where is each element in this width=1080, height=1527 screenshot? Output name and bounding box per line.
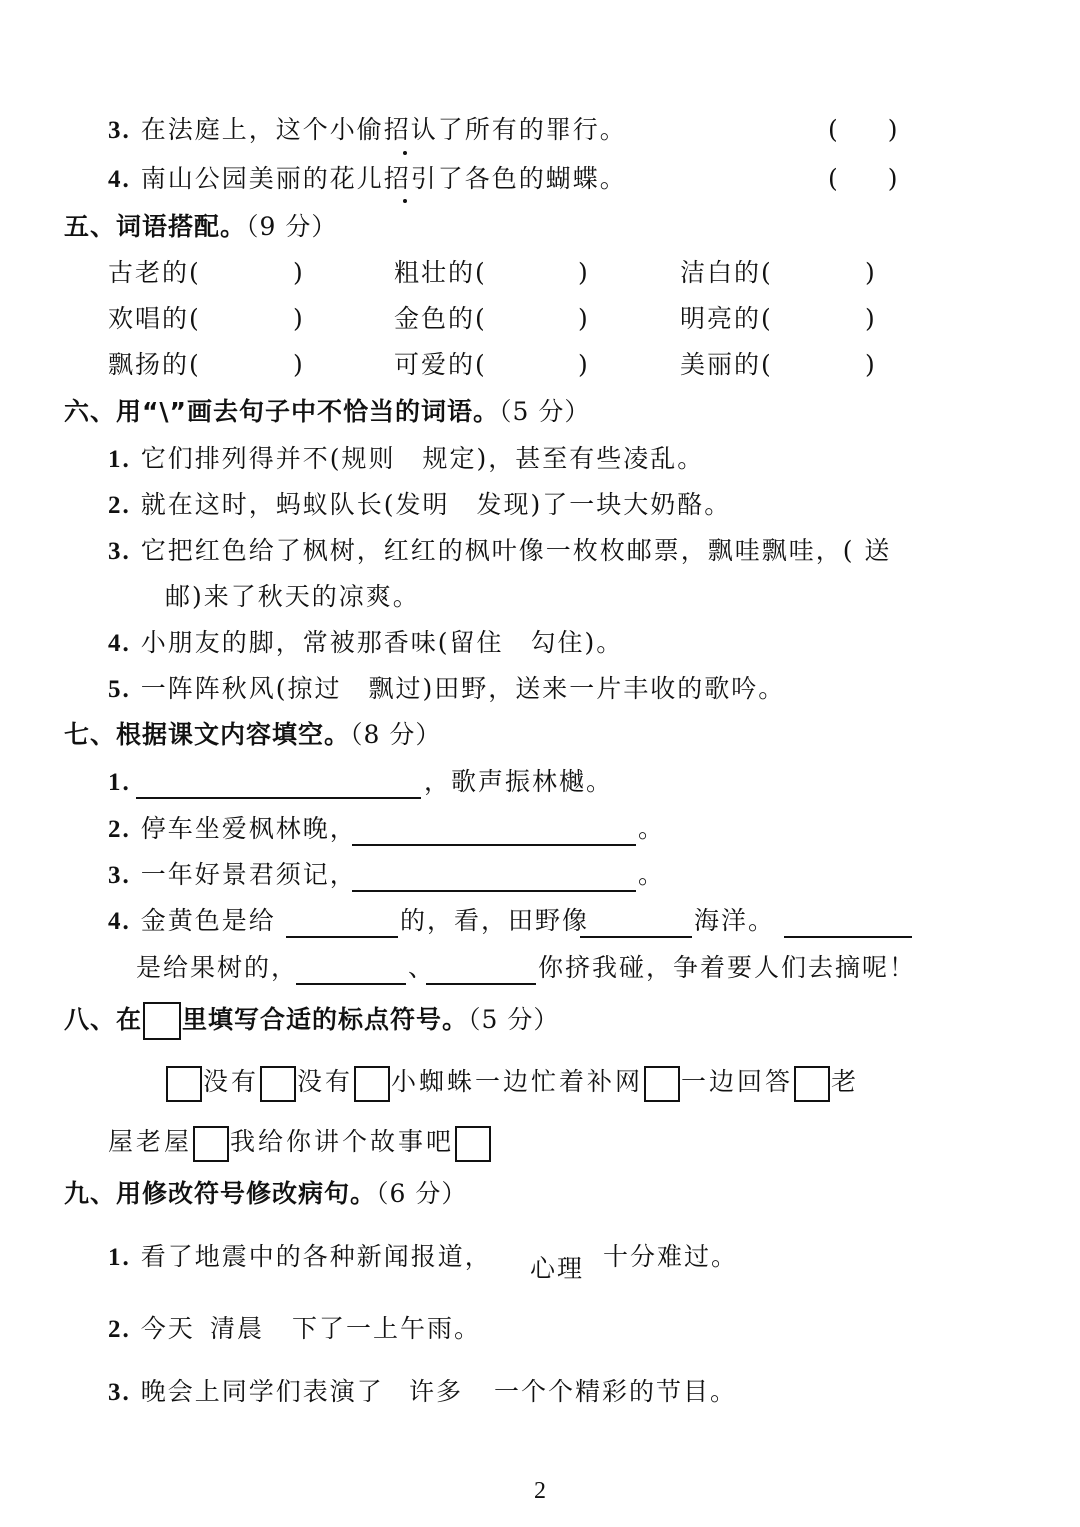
fill-blank[interactable] bbox=[784, 936, 912, 938]
pair-close[interactable]: ) bbox=[865, 304, 877, 333]
fill-blank[interactable] bbox=[296, 983, 406, 985]
punctuation-box[interactable] bbox=[166, 1066, 202, 1102]
fill-blank[interactable] bbox=[580, 936, 692, 938]
q7-item-1-num: 1. bbox=[108, 769, 131, 796]
pair-item: 欢唱的( bbox=[108, 304, 201, 333]
q7-item-4-b: 的，看，田野像 bbox=[400, 906, 590, 935]
q8-line-1: 没有 没有 小蜘蛛一边忙着补网 一边回答 老 bbox=[165, 1062, 859, 1102]
section-7-title: 七、根据课文内容填空。（8 分） bbox=[64, 720, 442, 749]
q6-item-2[interactable]: 2. 就在这时，蚂蚁队长(发明 发现)了一块大奶酪。 bbox=[108, 490, 732, 519]
q6-item-3-cont[interactable]: 邮)来了秋天的凉爽。 bbox=[165, 582, 420, 611]
q9-item-2[interactable]: 2. 今天 bbox=[108, 1314, 195, 1343]
q7-item-3-text: 3. 一年好景君须记， bbox=[108, 860, 357, 889]
fill-blank[interactable] bbox=[426, 983, 536, 985]
q9-item-2-end[interactable]: 下了一上午雨。 bbox=[292, 1314, 482, 1343]
pair-item: 粗壮的( bbox=[394, 258, 487, 287]
punctuation-box[interactable] bbox=[455, 1126, 491, 1162]
q7-item-2-text: 2. 停车坐爱枫林晚， bbox=[108, 814, 357, 843]
q6-item-4[interactable]: 4. 小朋友的脚，常被那香味(留住 勾住)。 bbox=[108, 628, 624, 657]
pair-item: 美丽的( bbox=[680, 350, 773, 379]
answer-paren[interactable]: ( ) bbox=[828, 115, 898, 144]
q6-item-5[interactable]: 5. 一阵阵秋风(掠过 飘过)田野，送来一片丰收的歌吟。 bbox=[108, 674, 786, 703]
page-number: 2 bbox=[534, 1478, 546, 1504]
q7-item-4-d: 是给果树的， bbox=[136, 953, 299, 982]
pair-item: 洁白的( bbox=[680, 258, 773, 287]
section-5-title: 五、词语搭配。（9 分） bbox=[64, 212, 338, 241]
fill-blank[interactable] bbox=[286, 936, 398, 938]
pair-close[interactable]: ) bbox=[578, 258, 590, 287]
emphasis-dot bbox=[403, 199, 407, 203]
q8-line-2: 屋老屋 我给你讲个故事吧 bbox=[108, 1122, 492, 1162]
q9-item-3[interactable]: 3. 晚会上同学们表演了 bbox=[108, 1377, 384, 1406]
fill-blank[interactable] bbox=[136, 797, 421, 799]
pair-item: 可爱的( bbox=[394, 350, 487, 379]
punctuation-box[interactable] bbox=[193, 1126, 229, 1162]
q9-item-1-word[interactable]: 心理 bbox=[530, 1254, 585, 1283]
q9-item-3-end[interactable]: 一个个精彩的节目。 bbox=[494, 1377, 738, 1406]
q9-item-1[interactable]: 1. 看了地震中的各种新闻报道， bbox=[108, 1242, 492, 1271]
punctuation-box[interactable] bbox=[260, 1066, 296, 1102]
pair-close[interactable]: ) bbox=[578, 304, 590, 333]
pair-close[interactable]: ) bbox=[293, 304, 305, 333]
q4-item-3: 3. 在法庭上，这个小偷招认了所有的罪行。 bbox=[108, 115, 627, 144]
q7-item-2-end: 。 bbox=[638, 814, 666, 843]
q9-item-3-word[interactable]: 许多 bbox=[409, 1377, 464, 1406]
q7-item-4-c: 海洋。 bbox=[694, 906, 776, 935]
punctuation-box[interactable] bbox=[354, 1066, 390, 1102]
example-box bbox=[143, 1002, 181, 1040]
punctuation-box[interactable] bbox=[644, 1066, 680, 1102]
q4-item-4: 4. 南山公园美丽的花儿招引了各色的蝴蝶。 bbox=[108, 164, 627, 193]
q7-item-3-end: 。 bbox=[638, 860, 666, 889]
pair-item: 明亮的( bbox=[680, 304, 773, 333]
fill-blank[interactable] bbox=[352, 890, 636, 892]
pair-item: 古老的( bbox=[108, 258, 201, 287]
section-9-title: 九、用修改符号修改病句。（6 分） bbox=[64, 1179, 468, 1208]
q7-item-4-f: 你挤我碰，争着要人们去摘呢！ bbox=[538, 953, 917, 982]
answer-paren[interactable]: ( ) bbox=[828, 164, 898, 193]
q6-item-3[interactable]: 3. 它把红色给了枫树，红红的枫叶像一枚枚邮票，飘哇飘哇，( 送 bbox=[108, 536, 892, 565]
pair-close[interactable]: ) bbox=[865, 258, 877, 287]
pair-close[interactable]: ) bbox=[865, 350, 877, 379]
q9-item-2-word[interactable]: 清晨 bbox=[210, 1314, 265, 1343]
emphasis-dot bbox=[403, 151, 407, 155]
q7-item-1-text: ，歌声振林樾。 bbox=[424, 767, 614, 796]
q7-item-4-e: 、 bbox=[408, 953, 436, 982]
q7-item-4-a: 4. 金黄色是给 bbox=[108, 906, 276, 935]
pair-close[interactable]: ) bbox=[578, 350, 590, 379]
q6-item-1[interactable]: 1. 它们排列得并不(规则 规定)，甚至有些凌乱。 bbox=[108, 444, 705, 473]
q9-item-1-end[interactable]: 十分难过。 bbox=[603, 1242, 739, 1271]
pair-close[interactable]: ) bbox=[293, 258, 305, 287]
punctuation-box[interactable] bbox=[794, 1066, 830, 1102]
fill-blank[interactable] bbox=[352, 844, 636, 846]
section-6-title: 六、用“\”画去句子中不恰当的词语。（5 分） bbox=[64, 397, 591, 426]
section-8-title: 八、在 里填写合适的标点符号。（5 分） bbox=[64, 1002, 559, 1040]
pair-close[interactable]: ) bbox=[293, 350, 305, 379]
pair-item: 金色的( bbox=[394, 304, 487, 333]
pair-item: 飘扬的( bbox=[108, 350, 201, 379]
